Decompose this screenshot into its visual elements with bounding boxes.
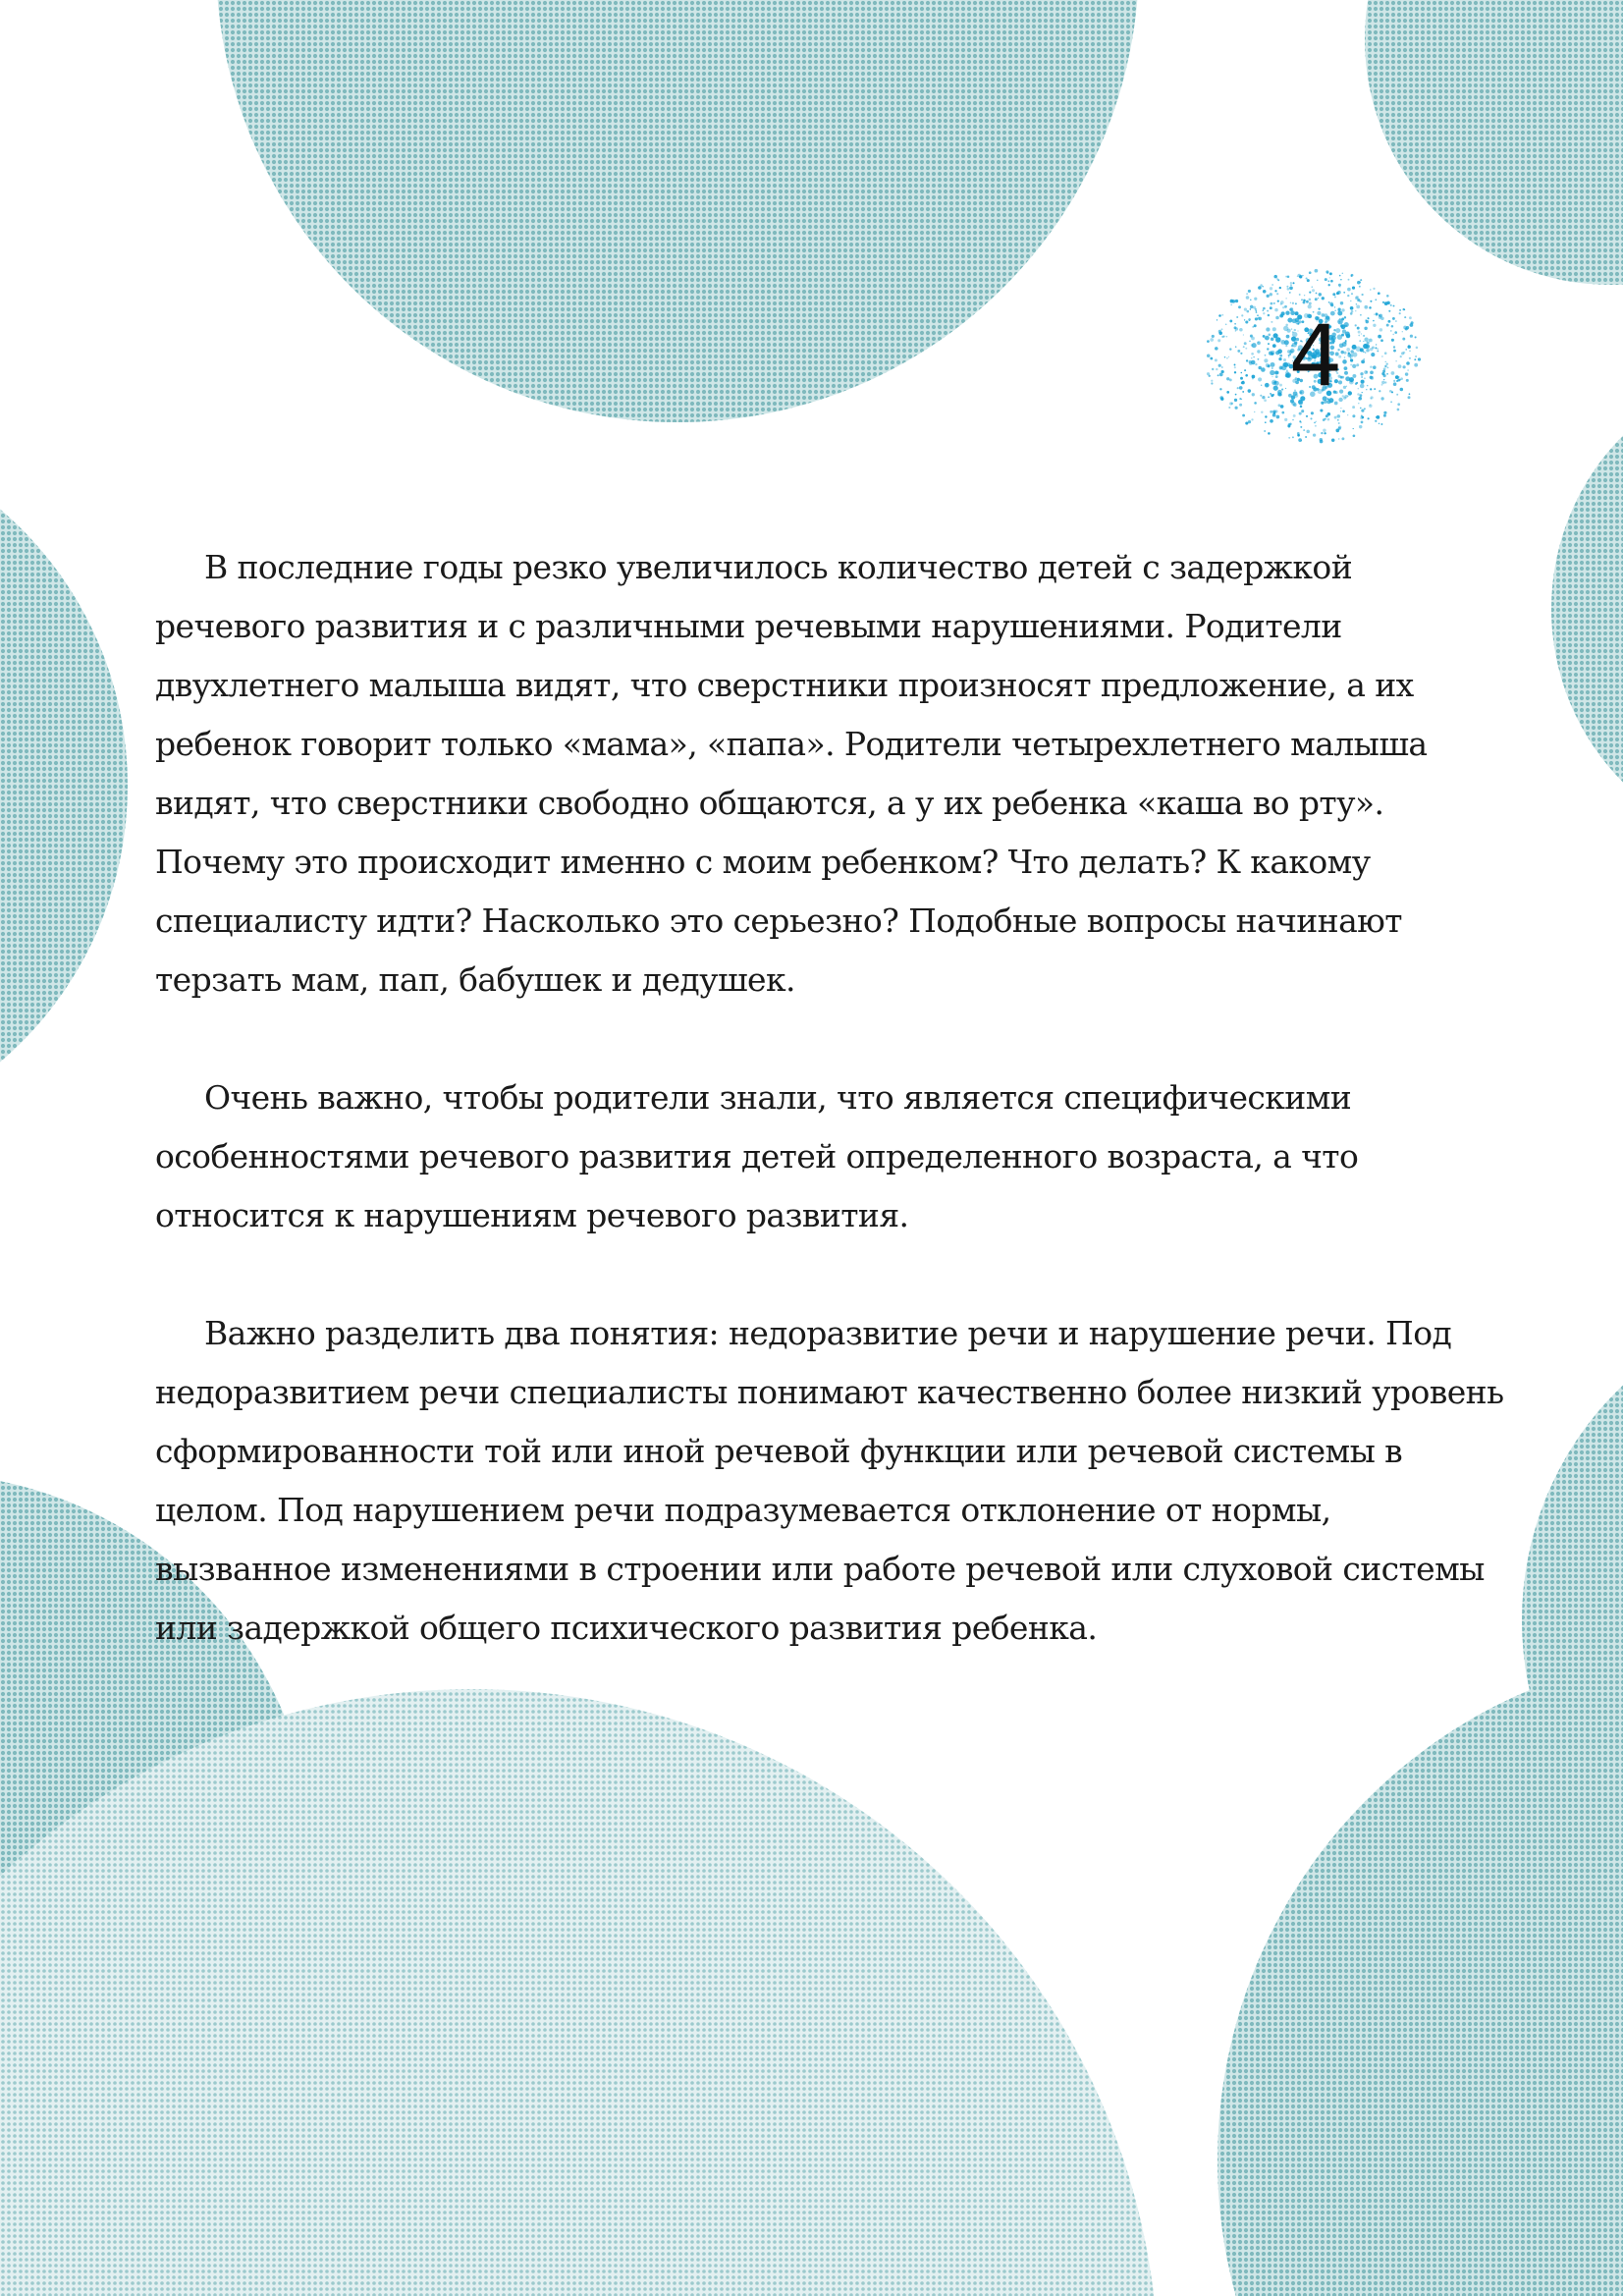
decor-circle-bottom <box>0 1689 1159 2296</box>
page-number-badge <box>1188 250 1443 466</box>
decor-circle-top <box>216 0 1139 422</box>
page-number: 4 <box>1288 307 1343 406</box>
paragraph-2: Очень важно, чтобы родители знали, что является специфическими особенностями речевого развития детей определенного возраста, а что относится к нарушениям речевого развития. <box>155 1078 1359 1234</box>
decor-circle-top-right <box>1365 0 1623 285</box>
body-text <box>155 538 1510 1717</box>
decor-circle-right-upper <box>1551 363 1623 854</box>
paragraph-3: Важно разделить два понятия: недоразвитие речи и нарушение речи. Под недоразвитием речи специалисты понимают качественно более низкий уровень сформированности той или иной речевой функции или речевой системы в целом. Под нарушением речи подразумевается отклонение от нормы, вызванное изменениями в строении или работе речевой или слуховой системы или задержкой общего психического развития ребенка. <box>155 1314 1504 1647</box>
paragraph-1: В последние годы резко увеличилось количество детей с задержкой речевого развития и с различными речевыми нарушениями. Родители двухлетнего малыша видят, что сверстники произносят предложение, а их ребенок говорит только «мама», «папа». Родители четырехлетнего малыша видят, что сверстники свободно общаются, а у их ребенка «каша во рту». Почему это происходит именно с моим ребенком? Что делать? К какому специалисту идти? Насколько это серьезно? Подобные вопросы начинают терзать мам, пап, бабушек и дедушек. <box>155 548 1428 999</box>
decor-circle-left <box>0 422 128 1149</box>
decor-circle-bottom-right <box>1217 1650 1623 2296</box>
